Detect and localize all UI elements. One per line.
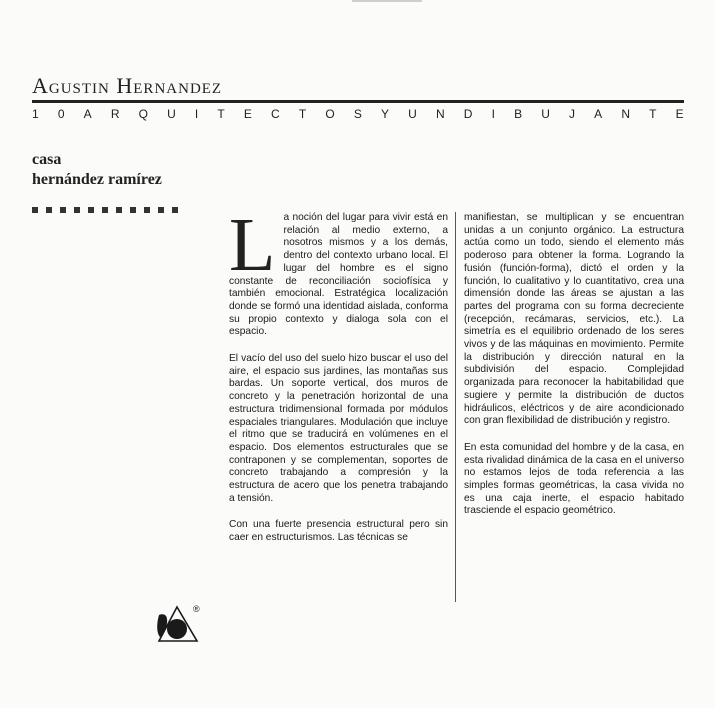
book-subtitle <box>32 107 684 121</box>
dot <box>130 207 136 213</box>
paragraph-text: a noción del lugar para vivir está en relación al medio externo, a nosotros mismos y a los demás, dentro del contexto urbano local. El lugar del hombre es el signo constante de reconciliación sociofísica y también emocional. Estratégica localización donde se formó una identidad aislada, conforma su propio contexto y dialoga sola con el espacio. <box>229 212 448 338</box>
decorative-dots <box>32 207 178 213</box>
subtitle-letter: O <box>325 107 335 121</box>
subtitle-letter: R <box>110 107 120 121</box>
project-name <box>32 150 162 190</box>
paragraph: manifiestan, se multiplican y se encuentran unidas a un conjunto orgánico. La estructura actúa como un todo, siendo el elemento más poderoso para obtener la forma. Logrando la fusión (función-forma), dictó el orden y la función, lo cualitativo y lo cuantitativo, crea una dimensión donde las áreas se ajustan a las partes del programa con su forma decreciente (recepción, recámaras, servicios, etc.). La simetría es el equilibrio ordenado de los seres vivos y de las máquinas en movimiento. Permite la distribución y dirección natural en la subdivisión del espacio. Complejidad organizada para reconocer la habitabilidad que sugiere y permite la distribución de ductos hidráulicos, eléctricos y de aire acondicionado con gran flexibilidad de distribución y registro. <box>464 212 684 427</box>
subtitle-letter: S <box>353 107 362 121</box>
subtitle-letter: I <box>491 107 495 121</box>
dot <box>102 207 108 213</box>
subtitle-letter: T <box>298 107 307 121</box>
registered-mark: ® <box>193 604 200 614</box>
project-name-line-1: casa <box>32 151 62 168</box>
subtitle-letter: 0 <box>57 107 65 121</box>
dot <box>158 207 164 213</box>
dot <box>88 207 94 213</box>
subtitle-letter: A <box>594 107 603 121</box>
subtitle-letter: E <box>243 107 252 121</box>
project-name-line-2: hernández ramírez <box>32 171 162 188</box>
column-divider <box>455 212 456 602</box>
subtitle-letter: U <box>167 107 176 121</box>
subtitle-letter: T <box>649 107 657 121</box>
article-column-left <box>229 203 448 559</box>
subtitle-letter: B <box>514 107 523 121</box>
subtitle-letter: J <box>569 107 576 121</box>
subtitle-letter: E <box>675 107 684 121</box>
subtitle-letter: T <box>217 107 225 121</box>
drop-cap: L <box>229 203 276 287</box>
subtitle-letter: N <box>435 107 445 121</box>
dot <box>116 207 122 213</box>
subtitle-letter: Y <box>380 107 389 121</box>
paragraph: En esta comunidad del hombre y de la casa, en esta rivalidad dinámica de la casa en el universo no estamos lejos de toda referencia a las simples formas geométricas, la casa vivida no es una caja inerte, el espacio habitado trasciende el espacio geométrico. <box>464 441 684 517</box>
dot <box>60 207 66 213</box>
dot <box>144 207 150 213</box>
subtitle-letter: I <box>194 107 199 121</box>
subtitle-letter: D <box>463 107 473 121</box>
subtitle-letter: C <box>271 107 280 121</box>
paragraph <box>229 203 448 339</box>
dot <box>172 207 178 213</box>
article-column-right <box>464 212 684 532</box>
subtitle-letter: 1 <box>32 107 39 121</box>
dot <box>32 207 38 213</box>
subtitle-letter: A <box>83 107 92 121</box>
dot <box>74 207 80 213</box>
paragraph: Con una fuerte presencia estructural pero sin caer en estructurismos. Las técnicas se <box>229 519 448 544</box>
title-rule <box>32 100 684 103</box>
subtitle-letter: N <box>621 107 630 121</box>
subtitle-letter: U <box>408 107 417 121</box>
subtitle-letter: Q <box>138 107 148 121</box>
dot <box>46 207 52 213</box>
paragraph: El vacío del uso del suelo hizo buscar el uso del aire, el espacio sus jardines, las montañas sus bardas. Un soporte vertical, dos muros de concreto y la penetración horizontal de una estructura tridimensional formada por módulos espaciales triangulares. Modulación que incluye el ritmo que se traducirá en volúmenes en el espacio. Dos elementos estructurales que se contraponen y se complementan, soportes de concreto trabajando a compresión y la estructura de acero que los penetra trabajando a tensión. <box>229 353 448 504</box>
book-title: Agustin Hernandez <box>32 73 223 98</box>
subtitle-letter: U <box>541 107 550 121</box>
publisher-logo-icon <box>155 603 201 645</box>
top-edge-mark <box>352 0 422 2</box>
